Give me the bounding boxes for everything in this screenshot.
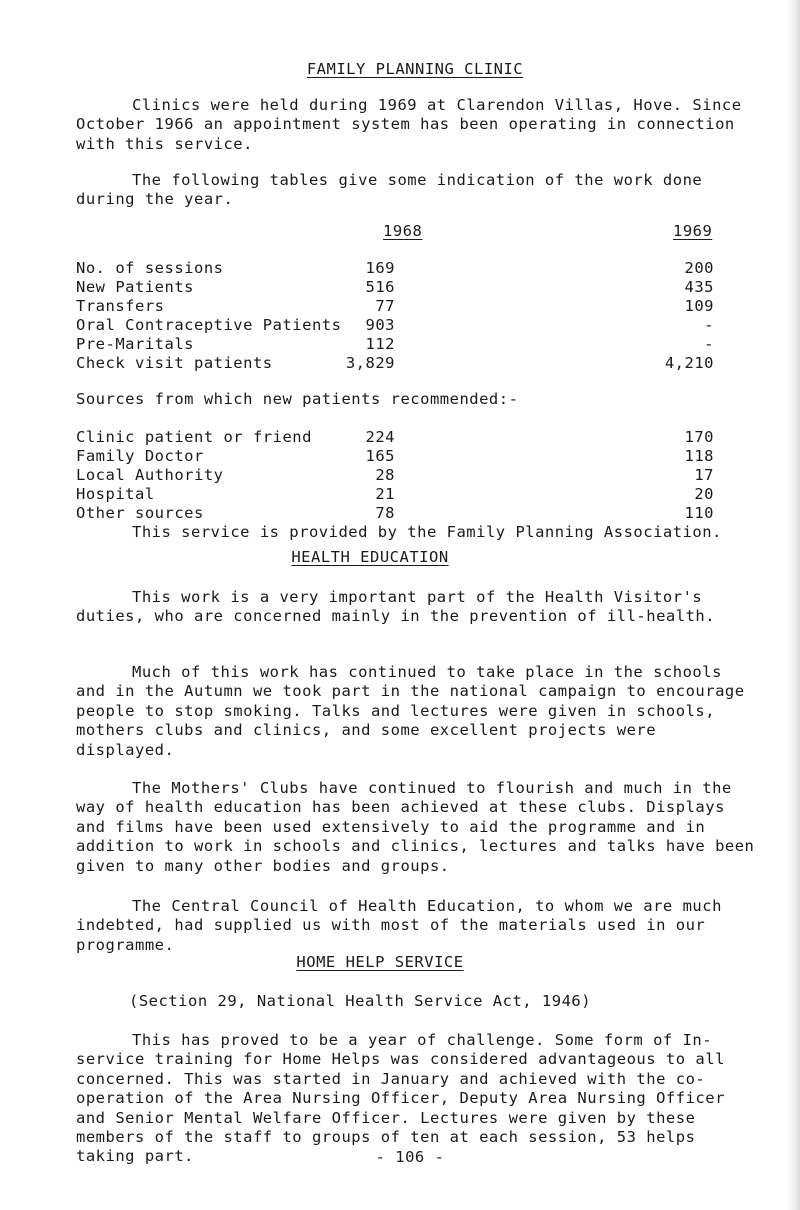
table-row	[76, 428, 756, 446]
value-1969: 200	[684, 259, 714, 277]
family-planning-heading: FAMILY PLANNING CLINIC	[306, 60, 524, 78]
value-1968: 903	[365, 316, 395, 334]
table-row	[76, 297, 756, 315]
row-label: Clinic patient or friend	[76, 428, 312, 446]
row-label: Family Doctor	[76, 447, 204, 465]
table-row	[76, 447, 756, 465]
value-1968: 28	[375, 466, 395, 484]
table-row	[76, 504, 756, 522]
value-1969: 110	[684, 504, 714, 522]
value-1969: 4,210	[664, 354, 714, 372]
health-education-heading: HEALTH EDUCATION	[291, 548, 449, 566]
value-1969: -	[704, 316, 714, 334]
health-education-para-1: This work is a very important part of the Health Visitor's duties, who are concerned mainly in the prevention of ill-health.	[76, 588, 716, 626]
table-row	[76, 335, 756, 353]
value-1968: 3,829	[345, 354, 395, 372]
table-row	[76, 316, 756, 334]
value-1968: 516	[365, 278, 395, 296]
value-1969: 20	[694, 485, 714, 503]
table-row	[76, 485, 756, 503]
table-row	[76, 259, 756, 277]
health-education-para-3: The Mothers' Clubs have continued to flourish and much in the way of health education has been achieved at these clubs. Displays and films have been used extensively to aid the programme and in addition to work in schools and clinics, lectures and talks have been given to many other bodies and groups.	[76, 779, 755, 875]
row-label: Transfers	[76, 297, 165, 315]
value-1969: 435	[684, 278, 714, 296]
table-row	[76, 278, 756, 296]
value-1969: 170	[684, 428, 714, 446]
row-label: Pre-Maritals	[76, 335, 194, 353]
home-help-subheading: (Section 29, National Health Service Act, 1946)	[129, 992, 592, 1010]
value-1969: -	[704, 335, 714, 353]
table-row	[76, 354, 756, 372]
page-number: - 106 -	[375, 1148, 445, 1166]
home-help-para-1: This has proved to be a year of challenge. Some form of In-service training for Home Helps was considered advantageous to all concerned. This was started in January and achieved with the co-operation of the Area Nursing Officer, Deputy Area Nursing Officer and Senior Mental Welfare Officer. Lectures were given by these members of the staff to groups of ten at each session, 53 helps taking part.	[76, 1031, 725, 1166]
value-1968: 224	[365, 428, 395, 446]
row-label: No. of sessions	[76, 259, 224, 277]
row-label: Hospital	[76, 485, 155, 503]
value-1968: 21	[375, 485, 395, 503]
health-education-para-2: Much of this work has continued to take place in the schools and in the Autumn we took part in the national campaign to encourage people to stop smoking. Talks and lectures were given in schools, mothers clubs and clinics, and some excellent projects were displayed.	[76, 663, 745, 759]
page-edge-shadow	[786, 0, 800, 1210]
value-1968: 169	[365, 259, 395, 277]
row-label: Local Authority	[76, 466, 224, 484]
row-label: New Patients	[76, 278, 194, 296]
table-row	[76, 466, 756, 484]
column-header-1968: 1968	[383, 222, 423, 240]
home-help-heading: HOME HELP SERVICE	[296, 953, 464, 971]
value-1968: 165	[365, 447, 395, 465]
row-label: Other sources	[76, 504, 204, 522]
health-education-para-4: The Central Council of Health Education, to whom we are much indebted, had supplied us with most of the materials used in our programme.	[76, 897, 722, 954]
value-1968: 77	[375, 297, 395, 315]
value-1968: 78	[375, 504, 395, 522]
value-1969: 17	[694, 466, 714, 484]
row-label: Oral Contraceptive Patients	[76, 316, 342, 334]
sources-heading: Sources from which new patients recommended:-	[76, 390, 519, 408]
value-1969: 109	[684, 297, 714, 315]
value-1968: 112	[365, 335, 395, 353]
family-planning-tables-intro: The following tables give some indication of the work done during the year.	[76, 171, 703, 209]
column-header-1969: 1969	[673, 222, 713, 240]
row-label: Check visit patients	[76, 354, 273, 372]
value-1969: 118	[684, 447, 714, 465]
family-planning-intro: Clinics were held during 1969 at Clarendon Villas, Hove. Since October 1966 an appointment system has been operating in connection with this service.	[76, 96, 742, 153]
provided-by-note: This service is provided by the Family Planning Association.	[132, 523, 722, 541]
